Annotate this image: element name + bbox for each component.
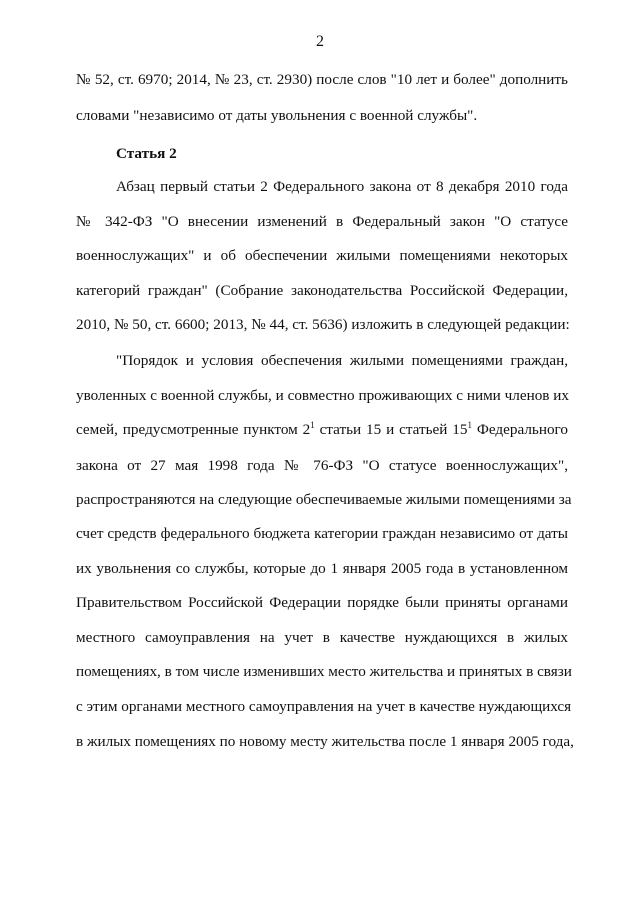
paragraph-3-line-3-part-c: Федерального (471, 421, 568, 438)
paragraph-2-line-5: 2010, № 50, ст. 6600; 2013, № 44, ст. 5636) изложить в следующей редакции: (76, 316, 570, 333)
paragraph-3-line-8: Правительством Российской Федерации порядке были приняты органами (76, 594, 568, 611)
paragraph-3-line-4: закона от 27 мая 1998 года № 76-ФЗ "О статусе военнослужащих", (76, 457, 568, 474)
paragraph-2-line-3: военнослужащих" и об обеспечении жилыми помещениями некоторых (76, 247, 568, 264)
paragraph-3-line-5: распространяются на следующие обеспечиваемые жилыми помещениями за (76, 491, 572, 508)
superscript-1: 1 (310, 420, 315, 430)
paragraph-3-line-3 (76, 421, 568, 439)
paragraph-3-line-6: счет средств федерального бюджета категории граждан независимо от даты (76, 525, 568, 542)
paragraph-2-line-4: категорий граждан" (Собрание законодательства Российской Федерации, (76, 282, 568, 299)
paragraph-3-line-11: с этим органами местного самоуправления на учет в качестве нуждающихся (76, 698, 572, 715)
paragraph-3-line-7: их увольнения со службы, которые до 1 января 2005 года в установленном (76, 560, 568, 577)
paragraph-3-line-3-part-a: семей, предусмотренные пунктом 2 (76, 421, 311, 438)
superscript-2: 1 (467, 420, 472, 430)
page-number: 2 (316, 33, 324, 50)
paragraph-3-line-1: "Порядок и условия обеспечения жилыми помещениями граждан, (116, 352, 568, 369)
paragraph-2-line-2: № 342-ФЗ "О внесении изменений в Федеральный закон "О статусе (76, 213, 568, 230)
paragraph-3-line-12: в жилых помещениях по новому месту жительства после 1 января 2005 года, (76, 733, 574, 750)
paragraph-3-line-2: уволенных с военной службы, и совместно проживающих с ними членов их (76, 387, 569, 404)
paragraph-2-line-1: Абзац первый статьи 2 Федерального закона от 8 декабря 2010 года (116, 178, 568, 195)
paragraph-3-line-10: помещениях, в том числе изменивших место жительства и принятых в связи (76, 663, 572, 680)
paragraph-1-line-1: № 52, ст. 6970; 2014, № 23, ст. 2930) после слов "10 лет и более" дополнить (76, 71, 568, 88)
paragraph-3-line-9: местного самоуправления на учет в качестве нуждающихся в жилых (76, 629, 568, 646)
paragraph-1-line-2: словами "независимо от даты увольнения с военной службы". (76, 107, 478, 124)
paragraph-3-line-3-part-b: статьи 15 и статьей 15 (314, 421, 468, 438)
article-heading: Статья 2 (116, 145, 177, 162)
